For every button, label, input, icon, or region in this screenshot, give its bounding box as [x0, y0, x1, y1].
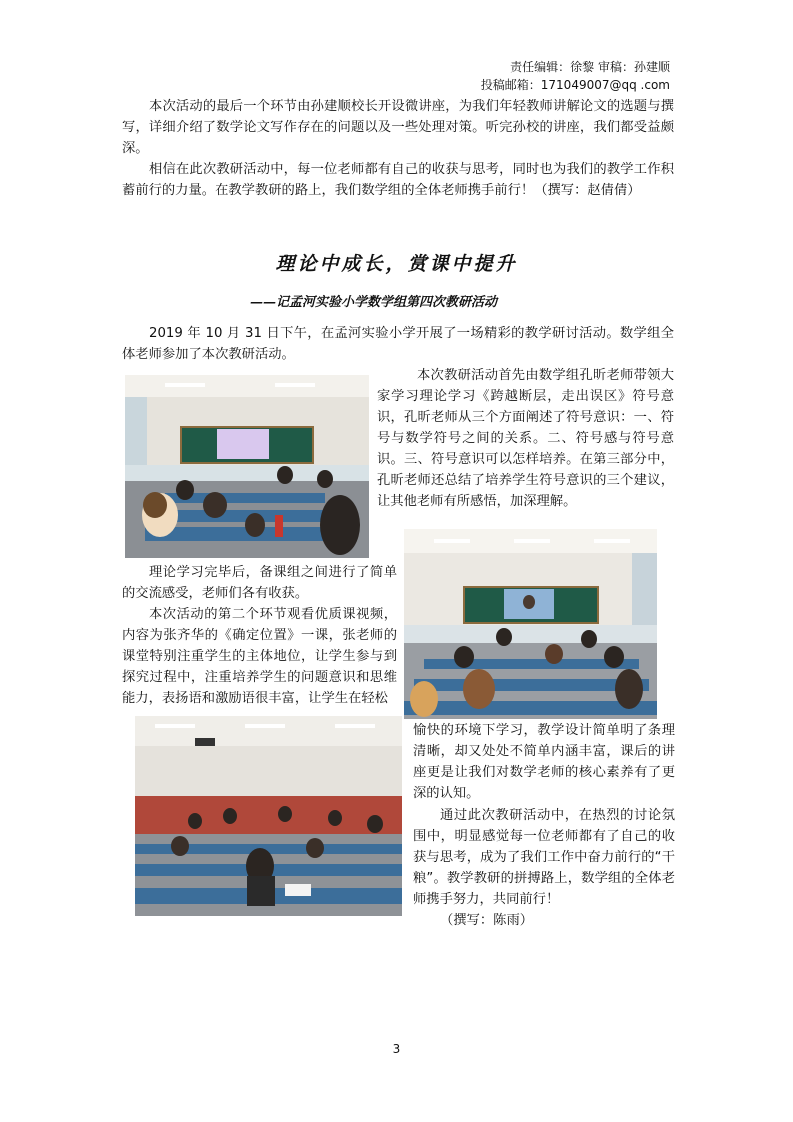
editor-credit: 责任编辑：徐黎 审稿：孙建顺	[510, 60, 670, 74]
article-title: 理论中成长，赏课中提升	[275, 253, 518, 275]
article-author: （撰写：陈雨）	[440, 913, 534, 928]
intro-paragraph: 2019 年 10 月 31 日下午，在孟河实验小学开展了一场精彩的教学研讨活动。数学组全体老师参加了本次教研活动。	[122, 326, 674, 362]
article-subtitle: ——记孟河实验小学数学组第四次教研活动	[250, 295, 498, 310]
classroom-photo-2	[404, 529, 657, 719]
closing-paragraph-1: 本次活动的最后一个环节由孙建顺校长开设微讲座，为我们年轻教师讲解论文的选题与撰写，详细介绍了数学论文写作存在的问题以及一些处理对策。听完孙校的讲座，我们都受益颇深。	[122, 99, 674, 156]
classroom-photo-3	[135, 716, 402, 916]
theory-study-paragraph: 本次教研活动首先由数学组孔昕老师带领大家学习理论学习《跨越断层，走出误区》符号意识，孔昕老师从三个方面阐述了符号意识：一、符号与数学符号之间的关系。二、符号感与符号意识。三、符号意识可以怎样培养。在第三部分中，孔昕老师还总结了培养学生符号意识的三个建议，让其他老师有所感悟，加深理解。	[377, 368, 674, 509]
video-lesson-continued: 愉快的环境下学习，教学设计简单明了条理清晰，却又处处不简单内涵丰富，课后的讲座更是让我们对数学老师的核心素养有了更深的认知。	[413, 723, 675, 801]
video-lesson-paragraph: 本次活动的第二个环节观看优质课视频，内容为张齐华的《确定位置》一课，张老师的课堂特别注重学生的主体地位，让学生参与到探究过程中，注重培养学生的问题意识和思维能力，表扬语和激励语很丰富，让学生在轻松	[122, 607, 397, 706]
page-number: 3	[392, 1042, 401, 1056]
closing-paragraph-2: 相信在此次教研活动中，每一位老师都有自己的收获与思考，同时也为我们的教学工作积蓄前行的力量。在教学教研的路上，我们数学组的全体老师携手前行！（撰写：赵倩倩）	[122, 162, 674, 198]
classroom-photo-1	[125, 375, 369, 558]
summary-paragraph: 通过此次教研活动中，在热烈的讨论氛围中，明显感觉每一位老师都有了自己的收获与思考，成为了我们工作中奋力前行的“干粮”。教学教研的拼搏路上，数学组的全体老师携手努力，共同前行！	[413, 808, 675, 907]
submission-email: 投稿邮箱：171049007@qq .com	[480, 78, 670, 92]
discussion-paragraph: 理论学习完毕后，备课组之间进行了简单的交流感受，老师们各有收获。	[122, 565, 397, 601]
